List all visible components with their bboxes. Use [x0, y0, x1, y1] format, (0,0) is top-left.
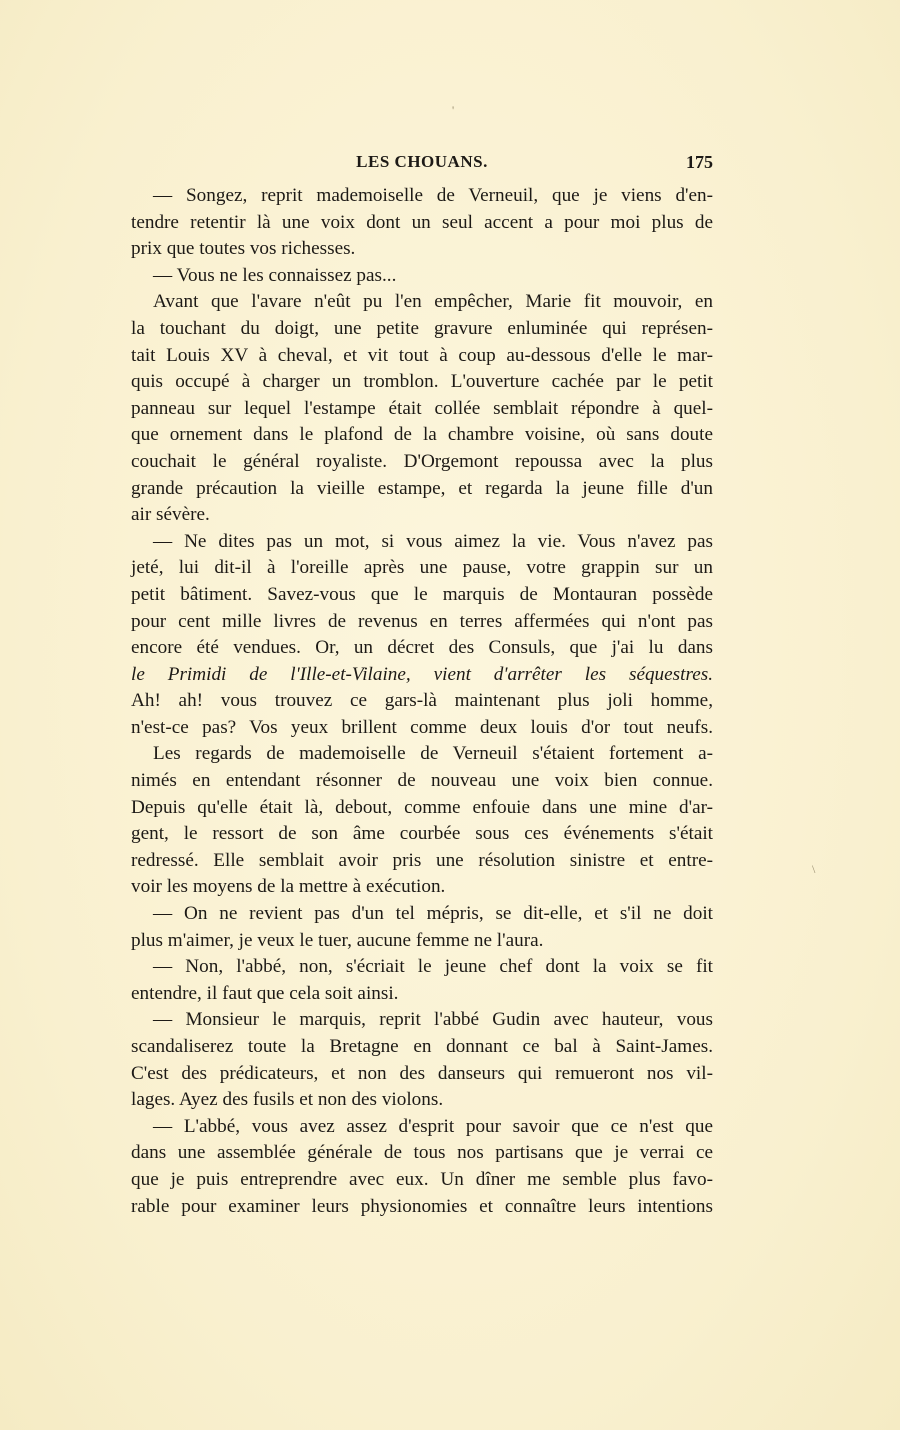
- text-line: — Monsieur le marquis, reprit l'abbé Gudin avec hauteur, vous: [153, 1009, 713, 1031]
- text-line: panneau sur lequel l'estampe était collée semblait répondre à quel-: [131, 397, 713, 419]
- text-line: que ornement dans le plafond de la chambre voisine, où sans doute: [131, 424, 713, 446]
- text-line: nimés en entendant résonner de nouveau une voix bien connue.: [131, 770, 713, 792]
- text-line: couchait le général royaliste. D'Orgemont repoussa avec la plus: [131, 450, 713, 472]
- text-line: rable pour examiner leurs physionomies et connaître leurs intentions: [131, 1195, 713, 1217]
- text-line: C'est des prédicateurs, et non des danseurs qui remueront nos vil-: [131, 1062, 713, 1084]
- text-line: n'est-ce pas? Vos yeux brillent comme deux louis d'or tout neufs.: [131, 716, 713, 738]
- print-mark: ': [452, 103, 455, 117]
- text-line: — Ne dites pas un mot, si vous aimez la vie. Vous n'avez pas: [153, 530, 713, 552]
- text-line: redressé. Elle semblait avoir pris une résolution sinistre et entre-: [131, 849, 713, 871]
- text-line: pour cent mille livres de revenus en terres affermées qui n'ont pas: [131, 610, 713, 632]
- text-line: scandaliserez toute la Bretagne en donnant ce bal à Saint-James.: [131, 1036, 713, 1057]
- text-line: dans une assemblée générale de tous nos partisans que je verrai ce: [131, 1142, 713, 1164]
- text-line: — Songez, reprit mademoiselle de Verneuil, que je viens d'en-: [153, 185, 713, 206]
- text-line: — Vous ne les connaissez pas...: [153, 264, 397, 286]
- text-line: que je puis entreprendre avec eux. Un dîner me semble plus favo-: [131, 1168, 713, 1190]
- text-line: plus m'aimer, je veux le tuer, aucune femme ne l'aura.: [131, 929, 544, 951]
- text-line: Avant que l'avare n'eût pu l'en empêcher, Marie fit mouvoir, en: [153, 291, 713, 313]
- text-line: jeté, lui dit-il à l'oreille après une pause, votre grappin sur un: [131, 557, 713, 579]
- text-line: prix que toutes vos richesses.: [131, 238, 356, 260]
- text-line: la touchant du doigt, une petite gravure enluminée qui représen-: [131, 317, 713, 339]
- text-line: le Primidi de l'Ille-et-Vilaine, vient d'arrêter les séquestres.: [131, 663, 713, 685]
- page-number: 175: [686, 152, 713, 172]
- text-line: voir les moyens de la mettre à exécution.: [131, 876, 446, 898]
- text-line: quis occupé à charger un tromblon. L'ouverture cachée par le petit: [131, 371, 713, 393]
- text-line: tendre retentir là une voix dont un seul accent a pour moi plus de: [131, 211, 713, 233]
- text-line: grande précaution la vieille estampe, et regarda la jeune fille d'un: [131, 477, 713, 499]
- text-line: petit bâtiment. Savez-vous que le marquis de Montauran possède: [131, 583, 713, 605]
- running-head: LES CHOUANS.: [356, 152, 488, 171]
- text-line: — L'abbé, vous avez assez d'esprit pour savoir que ce n'est que: [153, 1115, 713, 1137]
- text-line: — Non, l'abbé, non, s'écriait le jeune chef dont la voix se fit: [153, 956, 713, 978]
- text-line: lages. Ayez des fusils et non des violons.: [131, 1089, 444, 1111]
- text-line: gent, le ressort de son âme courbée sous ces événements s'était: [131, 823, 713, 845]
- text-line: — On ne revient pas d'un tel mépris, se dit-elle, et s'il ne doit: [153, 903, 713, 925]
- text-line: Les regards de mademoiselle de Verneuil s'étaient fortement a-: [153, 743, 713, 765]
- text-line: entendre, il faut que cela soit ainsi.: [131, 982, 399, 1004]
- text-line: Depuis qu'elle était là, debout, comme enfouie dans une mine d'ar-: [131, 796, 713, 818]
- page-header: [131, 152, 713, 176]
- text-line: air sévère.: [131, 504, 210, 526]
- print-mark: \: [812, 862, 816, 876]
- text-line: tait Louis XV à cheval, et vit tout à coup au-dessous d'elle le mar-: [131, 344, 713, 366]
- text-line: Ah! ah! vous trouvez ce gars-là maintenant plus joli homme,: [131, 690, 713, 712]
- body-text: [131, 183, 713, 1220]
- text-line: encore été vendues. Or, un décret des Consuls, que j'ai lu dans: [131, 637, 713, 659]
